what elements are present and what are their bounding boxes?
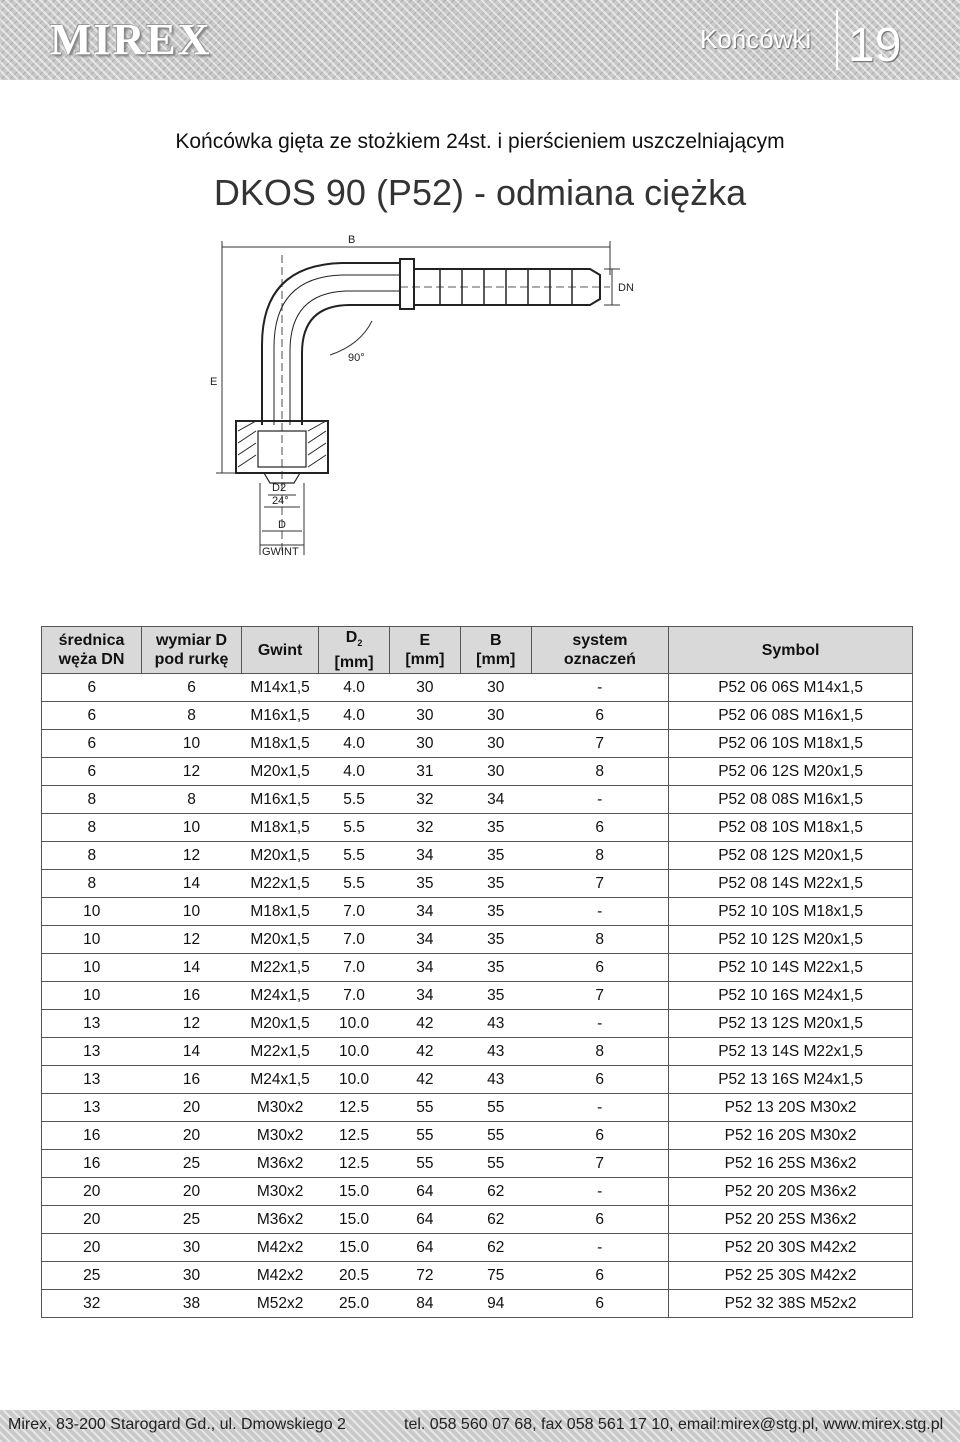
table-cell: M22x1,5 bbox=[242, 870, 319, 898]
table-cell: 7.0 bbox=[319, 982, 390, 1010]
table-body bbox=[42, 674, 913, 1318]
table-cell: 16 bbox=[42, 1150, 142, 1178]
table-cell: M18x1,5 bbox=[242, 730, 319, 758]
product-subtitle: Końcówka gięta ze stożkiem 24st. i pierścieniem uszczelniającym bbox=[175, 130, 785, 153]
table-cell: 20 bbox=[42, 1234, 142, 1262]
table-cell: 12.5 bbox=[319, 1094, 390, 1122]
table-row bbox=[42, 926, 913, 954]
table-cell: 10.0 bbox=[319, 1010, 390, 1038]
table-cell: M42x2 bbox=[242, 1234, 319, 1262]
table-cell: 6 bbox=[531, 814, 669, 842]
table-cell: 10 bbox=[142, 814, 242, 842]
table-row bbox=[42, 1038, 913, 1066]
table-cell: 6 bbox=[531, 1262, 669, 1290]
table-cell: 5.5 bbox=[319, 814, 390, 842]
table-cell: 10 bbox=[142, 898, 242, 926]
table-row bbox=[42, 1206, 913, 1234]
table-cell: M20x1,5 bbox=[242, 1010, 319, 1038]
table-cell: 4.0 bbox=[319, 674, 390, 702]
table-cell: 16 bbox=[42, 1122, 142, 1150]
table-cell: 10 bbox=[42, 926, 142, 954]
table-cell: M36x2 bbox=[242, 1150, 319, 1178]
table-cell: P52 10 10S M18x1,5 bbox=[669, 898, 913, 926]
table-cell: 13 bbox=[42, 1094, 142, 1122]
table-cell: P52 20 25S M36x2 bbox=[669, 1206, 913, 1234]
table-row bbox=[42, 702, 913, 730]
table-cell: M18x1,5 bbox=[242, 898, 319, 926]
table-cell: 7.0 bbox=[319, 926, 390, 954]
table-cell: - bbox=[531, 1010, 669, 1038]
table-cell: 32 bbox=[389, 814, 460, 842]
table-cell: M22x1,5 bbox=[242, 954, 319, 982]
table-cell: 30 bbox=[142, 1262, 242, 1290]
table-cell: 6 bbox=[531, 1290, 669, 1318]
table-cell: 34 bbox=[389, 926, 460, 954]
dim-angle90-arc bbox=[330, 321, 372, 355]
table-cell: M14x1,5 bbox=[242, 674, 319, 702]
table-cell: 25 bbox=[42, 1262, 142, 1290]
col-header-symbol: Symbol bbox=[669, 627, 913, 674]
page-number: 19 bbox=[848, 19, 902, 72]
table-cell: M24x1,5 bbox=[242, 1066, 319, 1094]
table-cell: 10 bbox=[42, 898, 142, 926]
table-cell: 35 bbox=[460, 898, 531, 926]
table-cell: 6 bbox=[42, 674, 142, 702]
table-cell: - bbox=[531, 1094, 669, 1122]
stem-barbs bbox=[440, 269, 572, 305]
table-cell: 13 bbox=[42, 1066, 142, 1094]
footer-contact: tel. 058 560 07 68, fax 058 561 17 10, email:mirex@stg.pl, www.mirex.stg.pl bbox=[404, 1416, 944, 1433]
table-row bbox=[42, 786, 913, 814]
table-cell: M52x2 bbox=[242, 1290, 319, 1318]
table-cell: 8 bbox=[531, 1038, 669, 1066]
table-cell: 35 bbox=[460, 982, 531, 1010]
table-cell: 55 bbox=[460, 1122, 531, 1150]
table-cell: 10.0 bbox=[319, 1038, 390, 1066]
table-cell: 20 bbox=[142, 1178, 242, 1206]
table-cell: 43 bbox=[460, 1038, 531, 1066]
table-cell: 34 bbox=[389, 842, 460, 870]
bore-line bbox=[290, 291, 400, 425]
table-cell: P52 10 12S M20x1,5 bbox=[669, 926, 913, 954]
table-cell: 34 bbox=[389, 954, 460, 982]
section-title: Końcówki bbox=[700, 24, 812, 54]
dim-b-line bbox=[222, 241, 610, 285]
table-cell: 72 bbox=[389, 1262, 460, 1290]
table-cell: 84 bbox=[389, 1290, 460, 1318]
col-header-e: E [mm] bbox=[389, 627, 460, 674]
table-cell: 30 bbox=[460, 730, 531, 758]
table-row bbox=[42, 1290, 913, 1318]
table-cell: 55 bbox=[460, 1150, 531, 1178]
table-cell: 6 bbox=[142, 674, 242, 702]
table-cell: P52 20 20S M36x2 bbox=[669, 1178, 913, 1206]
table-row bbox=[42, 842, 913, 870]
table-cell: P52 16 25S M36x2 bbox=[669, 1150, 913, 1178]
table-cell: 30 bbox=[460, 674, 531, 702]
table-cell: P52 13 20S M30x2 bbox=[669, 1094, 913, 1122]
table-cell: M20x1,5 bbox=[242, 758, 319, 786]
table-cell: 7 bbox=[531, 730, 669, 758]
table-cell: 62 bbox=[460, 1206, 531, 1234]
table-cell: 42 bbox=[389, 1066, 460, 1094]
table-cell: 43 bbox=[460, 1010, 531, 1038]
table-cell: 43 bbox=[460, 1066, 531, 1094]
table-cell: M36x2 bbox=[242, 1206, 319, 1234]
table-cell: M16x1,5 bbox=[242, 702, 319, 730]
label-d: D bbox=[278, 519, 286, 531]
table-header-row bbox=[42, 627, 913, 674]
table-cell: 64 bbox=[389, 1206, 460, 1234]
table-cell: 6 bbox=[42, 758, 142, 786]
table-cell: P52 10 16S M24x1,5 bbox=[669, 982, 913, 1010]
table-cell: 32 bbox=[42, 1290, 142, 1318]
table-cell: 12.5 bbox=[319, 1122, 390, 1150]
table-cell: 55 bbox=[389, 1122, 460, 1150]
table-cell: 8 bbox=[42, 786, 142, 814]
table-cell: - bbox=[531, 1178, 669, 1206]
header-bar bbox=[0, 0, 960, 80]
table-cell: 34 bbox=[389, 982, 460, 1010]
label-angle90: 90° bbox=[348, 352, 365, 364]
header-divider bbox=[836, 10, 838, 70]
table-cell: 15.0 bbox=[319, 1178, 390, 1206]
table-cell: 6 bbox=[531, 1066, 669, 1094]
table-cell: 30 bbox=[389, 702, 460, 730]
label-gwint: GWINT bbox=[262, 546, 299, 558]
table-cell: 30 bbox=[460, 702, 531, 730]
table-cell: 7.0 bbox=[319, 954, 390, 982]
table-cell: 20 bbox=[42, 1206, 142, 1234]
table-cell: P52 08 08S M16x1,5 bbox=[669, 786, 913, 814]
table-cell: 8 bbox=[142, 786, 242, 814]
table-row bbox=[42, 814, 913, 842]
table-cell: M30x2 bbox=[242, 1178, 319, 1206]
table-cell: 35 bbox=[460, 926, 531, 954]
table-cell: M20x1,5 bbox=[242, 842, 319, 870]
table-row bbox=[42, 870, 913, 898]
table-cell: P52 08 10S M18x1,5 bbox=[669, 814, 913, 842]
table-cell: 8 bbox=[42, 814, 142, 842]
table-row bbox=[42, 982, 913, 1010]
table-cell: P52 20 30S M42x2 bbox=[669, 1234, 913, 1262]
table-cell: 30 bbox=[389, 674, 460, 702]
label-angle24: 24° bbox=[272, 495, 289, 507]
table-cell: 94 bbox=[460, 1290, 531, 1318]
table-cell: P52 06 08S M16x1,5 bbox=[669, 702, 913, 730]
table-cell: M18x1,5 bbox=[242, 814, 319, 842]
table-cell: 62 bbox=[460, 1234, 531, 1262]
table-row bbox=[42, 1122, 913, 1150]
table-cell: 20 bbox=[142, 1094, 242, 1122]
table-cell: 7.0 bbox=[319, 898, 390, 926]
table-cell: 8 bbox=[531, 842, 669, 870]
table-row bbox=[42, 1094, 913, 1122]
table-cell: 12 bbox=[142, 1010, 242, 1038]
table-cell: 7 bbox=[531, 1150, 669, 1178]
table-cell: 35 bbox=[460, 814, 531, 842]
table-cell: P52 16 20S M30x2 bbox=[669, 1122, 913, 1150]
table-cell: 30 bbox=[389, 730, 460, 758]
col-header-system: system oznaczeń bbox=[531, 627, 669, 674]
table-cell: 6 bbox=[531, 954, 669, 982]
table-cell: 25 bbox=[142, 1150, 242, 1178]
label-d2: D2 bbox=[272, 482, 287, 494]
table-cell: 31 bbox=[389, 758, 460, 786]
table-cell: 42 bbox=[389, 1038, 460, 1066]
table-cell: 4.0 bbox=[319, 758, 390, 786]
table-row bbox=[42, 1066, 913, 1094]
label-b: B bbox=[348, 234, 356, 246]
table-cell: 20 bbox=[42, 1178, 142, 1206]
collar bbox=[400, 259, 414, 309]
table-row bbox=[42, 954, 913, 982]
elbow-outer-contour bbox=[262, 263, 400, 425]
table-cell: 35 bbox=[460, 842, 531, 870]
table-cell: 16 bbox=[142, 1066, 242, 1094]
table-cell: P52 32 38S M52x2 bbox=[669, 1290, 913, 1318]
table-cell: - bbox=[531, 1234, 669, 1262]
table-cell: 6 bbox=[42, 730, 142, 758]
col-header-dn: średnica węża DN bbox=[42, 627, 142, 674]
table-cell: 62 bbox=[460, 1178, 531, 1206]
table-row bbox=[42, 758, 913, 786]
table-cell: P52 06 06S M14x1,5 bbox=[669, 674, 913, 702]
table-cell: 30 bbox=[460, 758, 531, 786]
table-cell: 20.5 bbox=[319, 1262, 390, 1290]
table-cell: 13 bbox=[42, 1010, 142, 1038]
table-cell: 20 bbox=[142, 1122, 242, 1150]
table-cell: 12 bbox=[142, 758, 242, 786]
table-cell: 10 bbox=[142, 730, 242, 758]
table-cell: 38 bbox=[142, 1290, 242, 1318]
table-cell: M24x1,5 bbox=[242, 982, 319, 1010]
table-cell: 8 bbox=[531, 926, 669, 954]
table-cell: M30x2 bbox=[242, 1122, 319, 1150]
table-cell: 34 bbox=[460, 786, 531, 814]
table-cell: 4.0 bbox=[319, 730, 390, 758]
table-cell: 6 bbox=[531, 1206, 669, 1234]
table-cell: 30 bbox=[142, 1234, 242, 1262]
table-cell: 25 bbox=[142, 1206, 242, 1234]
table-cell: 14 bbox=[142, 1038, 242, 1066]
table-cell: 5.5 bbox=[319, 870, 390, 898]
table-cell: 12 bbox=[142, 842, 242, 870]
table-cell: 7 bbox=[531, 870, 669, 898]
table-cell: 15.0 bbox=[319, 1234, 390, 1262]
table-cell: 6 bbox=[531, 702, 669, 730]
table-cell: 8 bbox=[142, 702, 242, 730]
table-cell: - bbox=[531, 674, 669, 702]
table-cell: P52 25 30S M42x2 bbox=[669, 1262, 913, 1290]
table-cell: M30x2 bbox=[242, 1094, 319, 1122]
col-header-b: B [mm] bbox=[460, 627, 531, 674]
table-row bbox=[42, 674, 913, 702]
table-cell: 7 bbox=[531, 982, 669, 1010]
table-cell: 42 bbox=[389, 1010, 460, 1038]
table-cell: M16x1,5 bbox=[242, 786, 319, 814]
table-cell: M22x1,5 bbox=[242, 1038, 319, 1066]
table-cell: 14 bbox=[142, 954, 242, 982]
table-cell: P52 06 12S M20x1,5 bbox=[669, 758, 913, 786]
spec-table bbox=[41, 626, 913, 1318]
table-cell: 35 bbox=[389, 870, 460, 898]
table-cell: 15.0 bbox=[319, 1206, 390, 1234]
table-cell: 8 bbox=[42, 842, 142, 870]
table-cell: 13 bbox=[42, 1038, 142, 1066]
label-e: E bbox=[210, 376, 218, 388]
table-cell: 6 bbox=[42, 702, 142, 730]
bore-line bbox=[274, 275, 400, 425]
table-cell: - bbox=[531, 786, 669, 814]
table-row bbox=[42, 1150, 913, 1178]
table-cell: 4.0 bbox=[319, 702, 390, 730]
table-cell: P52 08 14S M22x1,5 bbox=[669, 870, 913, 898]
table-cell: 12.5 bbox=[319, 1150, 390, 1178]
table-cell: - bbox=[531, 898, 669, 926]
table-cell: M20x1,5 bbox=[242, 926, 319, 954]
table-cell: 6 bbox=[531, 1122, 669, 1150]
table-cell: 55 bbox=[389, 1094, 460, 1122]
table-cell: P52 08 12S M20x1,5 bbox=[669, 842, 913, 870]
footer-address: Mirex, 83-200 Starogard Gd., ul. Dmowskiego 2 bbox=[8, 1416, 346, 1433]
table-cell: 64 bbox=[389, 1234, 460, 1262]
col-header-d: wymiar D pod rurkę bbox=[142, 627, 242, 674]
table-cell: P52 10 14S M22x1,5 bbox=[669, 954, 913, 982]
table-cell: 5.5 bbox=[319, 842, 390, 870]
table-cell: 32 bbox=[389, 786, 460, 814]
table-cell: 8 bbox=[42, 870, 142, 898]
table-cell: 64 bbox=[389, 1178, 460, 1206]
table-cell: 10.0 bbox=[319, 1066, 390, 1094]
table-cell: 35 bbox=[460, 870, 531, 898]
table-cell: P52 13 12S M20x1,5 bbox=[669, 1010, 913, 1038]
table-cell: 12 bbox=[142, 926, 242, 954]
elbow-inner-contour bbox=[302, 305, 400, 425]
table-cell: P52 13 14S M22x1,5 bbox=[669, 1038, 913, 1066]
table-cell: 75 bbox=[460, 1262, 531, 1290]
col-header-gwint: Gwint bbox=[242, 627, 319, 674]
table-cell: 8 bbox=[531, 758, 669, 786]
dim-e-line bbox=[216, 285, 236, 473]
table-cell: 55 bbox=[460, 1094, 531, 1122]
table-row bbox=[42, 1010, 913, 1038]
table-cell: 14 bbox=[142, 870, 242, 898]
table-row bbox=[42, 1262, 913, 1290]
table-cell: 10 bbox=[42, 954, 142, 982]
label-dn: DN bbox=[618, 282, 634, 294]
table-row bbox=[42, 1178, 913, 1206]
table-row bbox=[42, 1234, 913, 1262]
technical-drawing bbox=[200, 225, 640, 565]
col-header-d2: $D_2$ [mm] bbox=[319, 627, 390, 674]
table-cell: 34 bbox=[389, 898, 460, 926]
brand-logo: MIREX bbox=[50, 15, 212, 64]
table-row bbox=[42, 730, 913, 758]
table-cell: M42x2 bbox=[242, 1262, 319, 1290]
table-cell: 35 bbox=[460, 954, 531, 982]
table-cell: 5.5 bbox=[319, 786, 390, 814]
table-row bbox=[42, 898, 913, 926]
table-cell: 10 bbox=[42, 982, 142, 1010]
table-cell: 16 bbox=[142, 982, 242, 1010]
table-cell: 25.0 bbox=[319, 1290, 390, 1318]
product-title: DKOS 90 (P52) - odmiana ciężka bbox=[213, 172, 747, 213]
table-cell: P52 13 16S M24x1,5 bbox=[669, 1066, 913, 1094]
table-cell: P52 06 10S M18x1,5 bbox=[669, 730, 913, 758]
table-cell: 55 bbox=[389, 1150, 460, 1178]
